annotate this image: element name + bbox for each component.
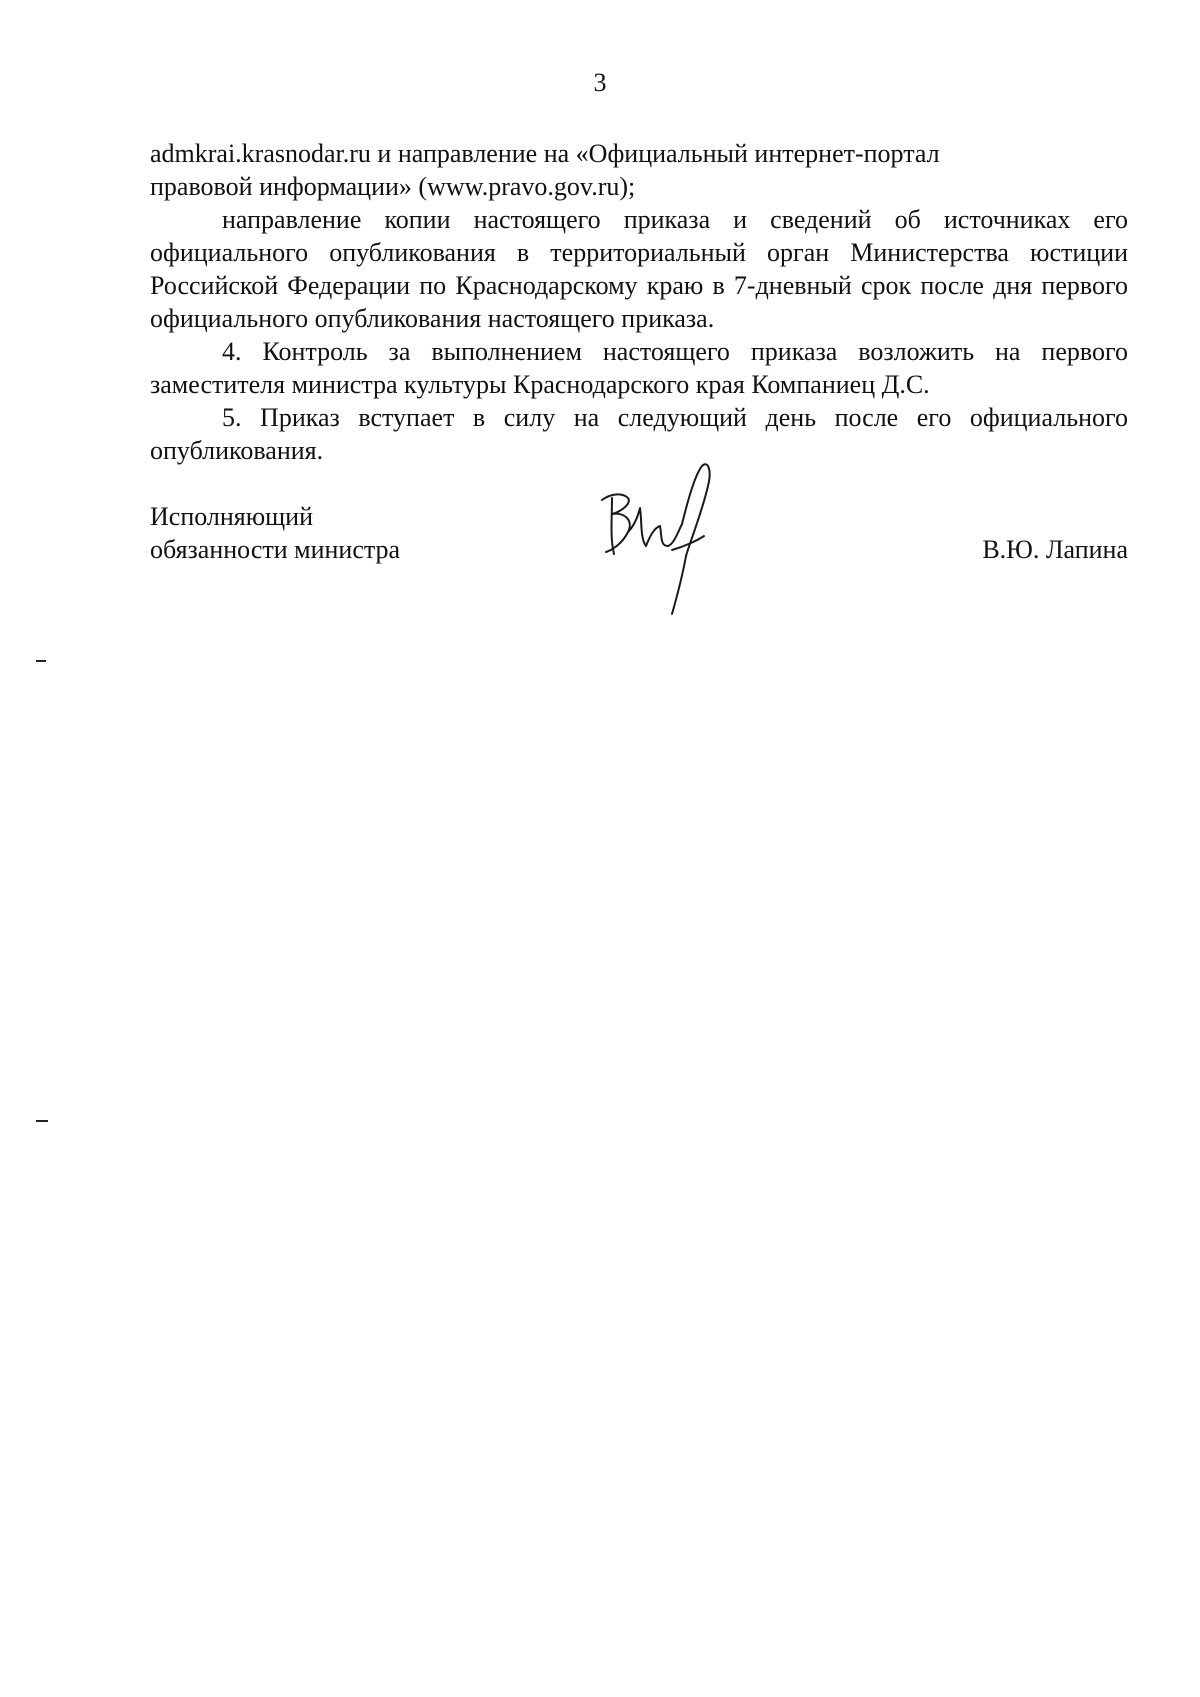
signatory-title-line-1: Исполняющий — [150, 502, 314, 531]
signatory-title — [150, 500, 400, 566]
signatory-title-line-2: обязанности министра — [150, 535, 401, 564]
margin-mark — [36, 1120, 48, 1122]
signatory-name: В.Ю. Лапина — [982, 535, 1128, 564]
paragraph-4: 5. Приказ вступает в силу на следующий день после его официального опубликования. — [150, 403, 1128, 465]
paragraph-3: 4. Контроль за выполнением настоящего приказа возложить на первого заместителя министра культуры Краснодарского края Компаниец Д.С. — [150, 337, 1128, 399]
paragraph-1-line-1: admkrai.krasnodar.ru и направление на «Официальный интернет-портал — [150, 139, 940, 168]
paragraph-2: направление копии настоящего приказа и сведений об источниках его официального опубликования в территориальный орган Министерства юстиции Российской Федерации по Краснодарскому краю в 7-дневный срок после дня первого официального опубликования настоящего приказа. — [150, 205, 1128, 333]
paragraph-1-continuation: правовой информации» (www.pravo.gov.ru); — [150, 172, 636, 201]
signature-block — [150, 500, 1128, 630]
margin-mark — [36, 660, 46, 662]
document-body — [150, 137, 1128, 467]
page-number: 3 — [593, 68, 607, 97]
handwritten-signature — [590, 458, 740, 618]
